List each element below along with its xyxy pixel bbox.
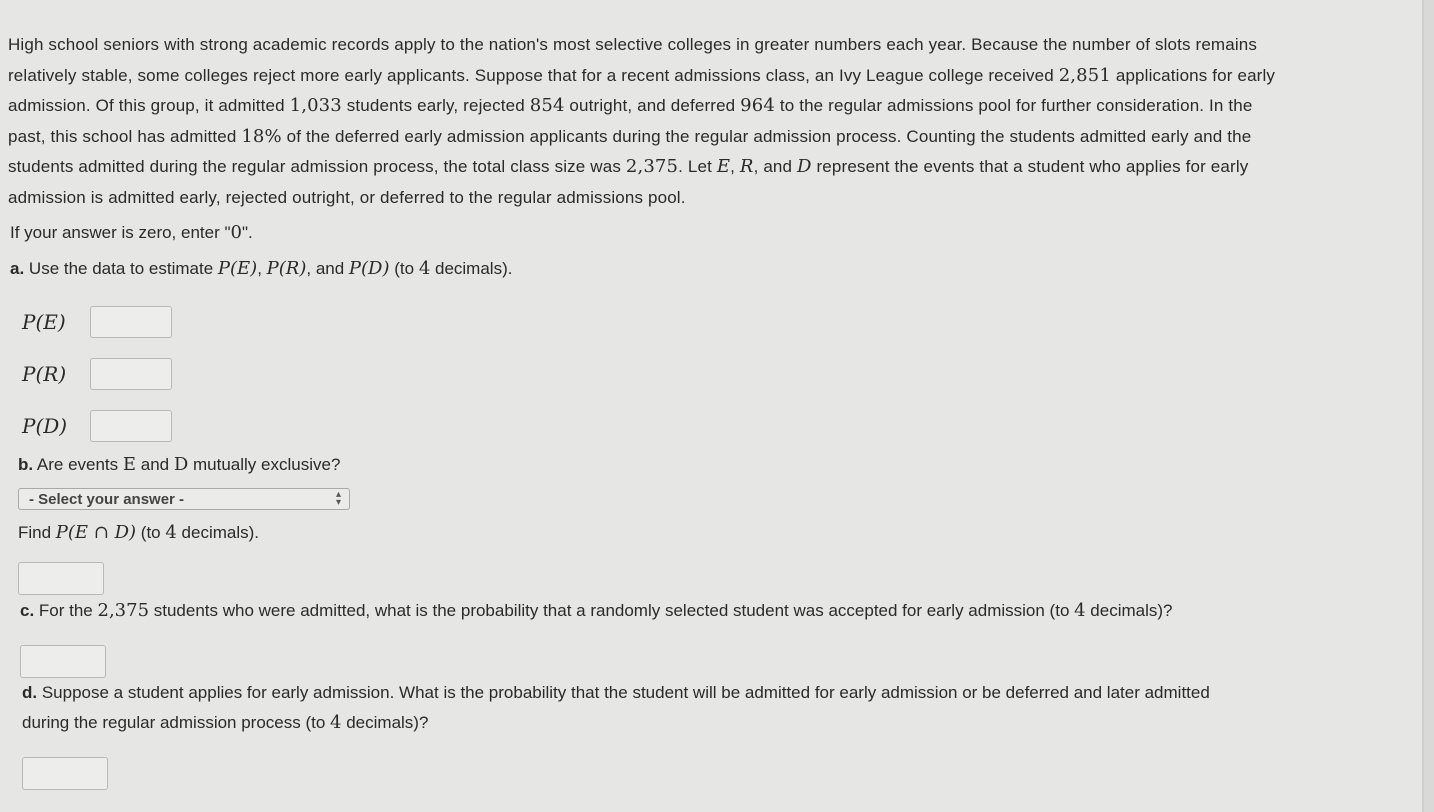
- question-text: (to: [389, 259, 419, 278]
- pe-label: P(E): [22, 310, 66, 334]
- question-text: (to: [136, 523, 166, 542]
- intro-text: applications for early: [1110, 65, 1276, 85]
- intro-line-4: [8, 122, 1413, 153]
- updown-arrows-icon: ▴ ▾: [335, 489, 341, 508]
- part-b-question: [18, 454, 340, 475]
- event-e: E: [122, 454, 137, 475]
- admitted-prob-input[interactable]: [22, 757, 108, 790]
- decimals-count: 4: [330, 712, 342, 733]
- decimals-count: 4: [1074, 600, 1086, 621]
- zero-instruction: [10, 222, 253, 243]
- intro-text: , and: [753, 157, 798, 176]
- intro-line-5: [8, 152, 1413, 183]
- pr-row: [22, 357, 172, 391]
- intro-text: ,: [730, 157, 740, 176]
- question-text: Find: [18, 523, 56, 542]
- question-text: Are events: [33, 455, 123, 474]
- class-size: 2,375: [625, 156, 679, 177]
- intro-line-6: [8, 183, 1413, 214]
- event-d: D: [173, 454, 189, 475]
- intro-text: to the regular admissions pool for further consideration. In the: [774, 96, 1253, 115]
- intro-text: past, this school has admitted: [8, 126, 242, 146]
- question-text: decimals)?: [1085, 601, 1173, 620]
- question-text: decimals).: [176, 523, 259, 542]
- intro-text: High school seniors with strong academic records apply to the nation's most selective colleges in greater numbers each year. Because the number of slots remains: [8, 35, 1258, 54]
- intro-text: students admitted during the regular admission process, the total class size was: [8, 157, 626, 176]
- part-d-line-2: [22, 708, 1210, 738]
- part-letter: c.: [20, 601, 35, 620]
- pd-row: [22, 409, 172, 443]
- question-text: decimals).: [430, 259, 513, 278]
- pr-input[interactable]: [90, 358, 172, 390]
- event-e: E: [716, 156, 731, 177]
- early-admission-prob-input[interactable]: [20, 645, 106, 678]
- rejected-count: 854: [529, 95, 565, 116]
- intro-text: relatively stable, some colleges reject more early applicants. Suppose that for a recent admissions class, an Ivy League college received: [8, 65, 1059, 85]
- math-intersection: P(E ∩ D): [55, 522, 137, 543]
- intro-text: of the deferred early admission applicants during the regular admission process. Counting the students admitted early and the: [281, 126, 1252, 146]
- intro-text: admission. Of this group, it admitted: [8, 96, 290, 115]
- part-letter: a.: [10, 259, 25, 278]
- intro-text: admission is admitted early, rejected outright, or deferred to the regular admissions pool.: [8, 187, 686, 207]
- event-d: D: [797, 156, 812, 177]
- math-pe: P(E): [217, 258, 258, 279]
- deferred-count: 964: [740, 95, 775, 116]
- question-text: Use the data to estimate: [24, 259, 218, 278]
- part-d-question: [22, 678, 1210, 738]
- admitted-count: 1,033: [289, 95, 342, 116]
- pd-label: P(D): [22, 414, 68, 438]
- applications-count: 2,851: [1058, 64, 1111, 86]
- select-value: - Select your answer -: [29, 490, 185, 508]
- pe-input[interactable]: [90, 306, 172, 338]
- problem-statement: [8, 30, 1413, 213]
- intro-text: . Let: [678, 157, 717, 176]
- part-a-question: [10, 258, 512, 279]
- math-pr: P(R): [266, 258, 307, 279]
- note-text: ".: [241, 223, 253, 242]
- note-zero: 0: [230, 222, 242, 243]
- part-d-line-1: [22, 678, 1210, 708]
- decimals-count: 4: [418, 258, 431, 279]
- question-text: during the regular admission process (to: [22, 713, 331, 732]
- question-text: decimals)?: [341, 713, 429, 732]
- math-pd: P(D): [348, 258, 390, 279]
- intro-text: represent the events that a student who applies for early: [811, 157, 1249, 176]
- question-text: mutually exclusive?: [188, 455, 341, 474]
- question-text: and: [136, 455, 174, 474]
- intro-line-3: [8, 91, 1413, 122]
- question-text: students who were admitted, what is the probability that a randomly selected student was accepted for early admission (to: [149, 601, 1075, 620]
- intro-line-2: [8, 61, 1413, 92]
- pe-row: [22, 305, 172, 339]
- question-text: ,: [257, 259, 267, 278]
- part-letter: b.: [18, 455, 34, 474]
- intersection-input[interactable]: [18, 562, 104, 595]
- question-text: For the: [34, 601, 98, 620]
- pr-label: P(R): [22, 362, 67, 386]
- deferred-admit-rate: 18%: [241, 125, 282, 147]
- intro-text: outright, and deferred: [564, 96, 741, 115]
- note-text: If your answer is zero, enter ": [10, 223, 231, 242]
- intro-text: students early, rejected: [341, 96, 530, 115]
- pd-input[interactable]: [90, 410, 172, 442]
- part-c-question: [20, 600, 1173, 621]
- class-size: 2,375: [97, 600, 150, 621]
- decimals-count: 4: [165, 522, 177, 543]
- intro-line-1: [8, 30, 1413, 61]
- mutually-exclusive-select[interactable]: [18, 488, 350, 510]
- part-letter: d.: [22, 683, 38, 702]
- question-text: Suppose a student applies for early admission. What is the probability that the student will be admitted for early admission or be deferred and later admitted: [37, 683, 1210, 702]
- event-r: R: [739, 156, 754, 177]
- find-intersection-prompt: [18, 522, 259, 543]
- question-text: , and: [306, 259, 349, 278]
